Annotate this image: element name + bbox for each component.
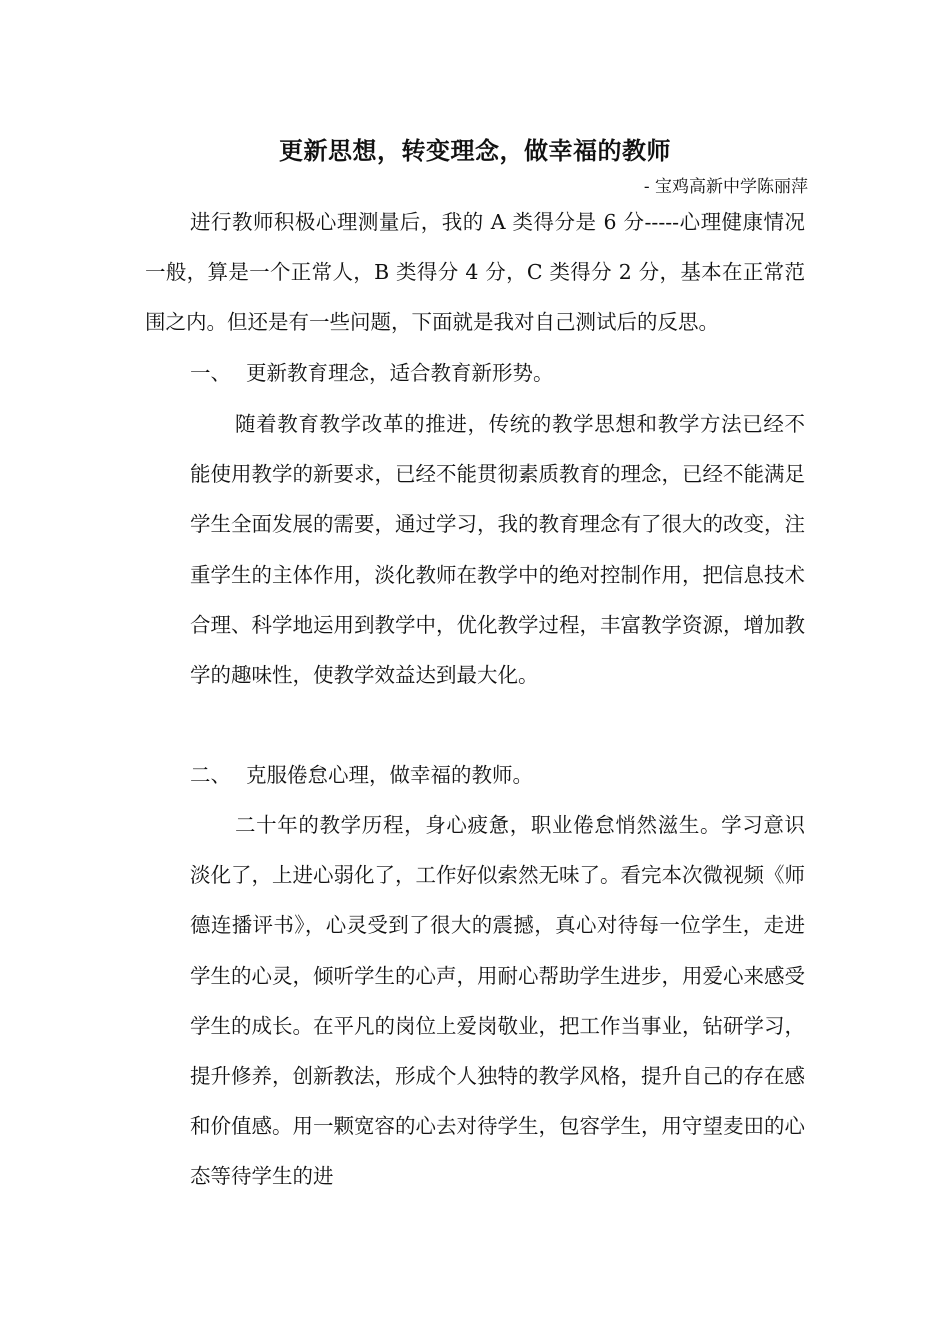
document-title: 更新思想，转变理念，做幸福的教师 (279, 136, 671, 165)
section-heading-text-2: 克服倦怠心理，做幸福的教师。 (246, 763, 533, 787)
section-heading-text-1: 更新教育理念，适合教育新形势。 (246, 361, 554, 385)
section-body-1: 随着教育教学改革的推进，传统的教学思想和教学方法已经不能使用教学的新要求，已经不能贯彻素质教育的理念，已经不能满足学生全面发展的需要，通过学习，我的教育理念有了很大的改变，注重学生的主体作用，淡化教师在教学中的绝对控制作用，把信息技术合理、科学地运用到教学中，优化教学过程，丰富教学资源，增加教学的趣味性，使教学效益达到最大化。 (190, 412, 805, 688)
section-body-2: 二十年的教学历程，身心疲惫，职业倦怠悄然滋生。学习意识淡化了，上进心弱化了，工作好似索然无味了。看完本次微视频《师德连播评书》，心灵受到了很大的震撼，真心对待每一位学生，走进学生的心灵，倾听学生的心声，用耐心帮助学生进步，用爱心来感受学生的成长。在平凡的岗位上爱岗敬业，把工作当事业，钻研学习，提升修养，创新教法，形成个人独特的教学风格，提升自己的存在感和价值感。用一颗宽容的心去对待学生，包容学生，用守望麦田的心态等待学生的进 (190, 813, 805, 1189)
section-heading-1 (190, 348, 554, 398)
intro-paragraph: 进行教师积极心理测量后，我的 A 类得分是 6 分-----心理健康情况一般，算是一个正常人，B 类得分 4 分，C 类得分 2 分，基本在正常范围之内。但还是有一些问题，下面就是我对自己测试后的反思。 (145, 210, 805, 335)
section-number-2: 二、 (190, 763, 231, 787)
section-heading-2 (190, 750, 533, 800)
author-line: - 宝鸡高新中学陈丽萍 (643, 177, 808, 197)
section-number-1: 一、 (190, 361, 231, 385)
